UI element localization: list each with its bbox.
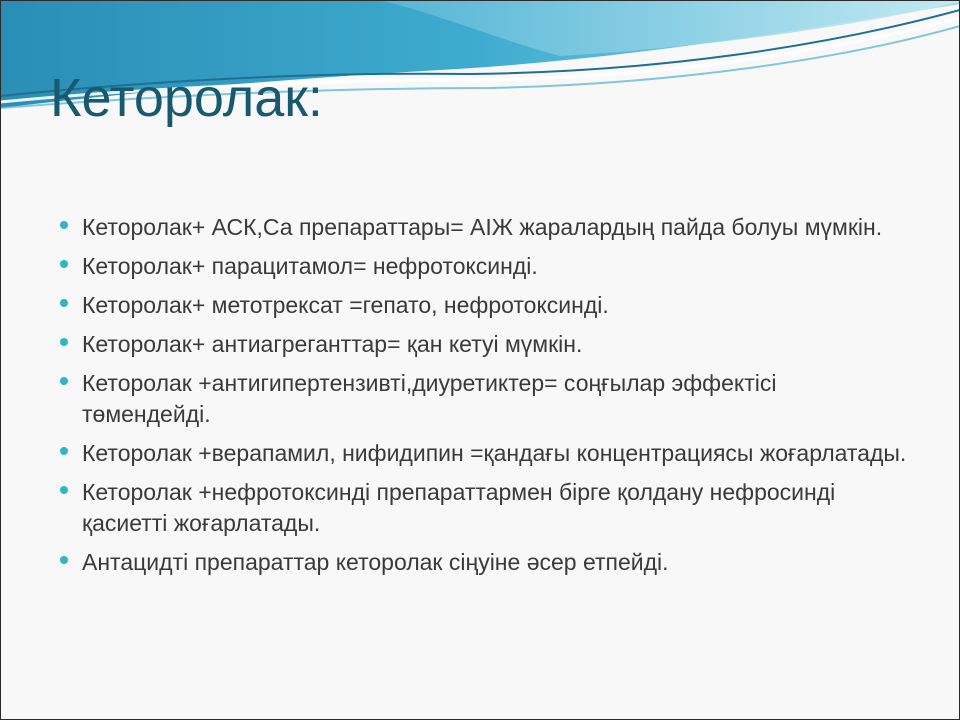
bullet-item (60, 477, 910, 539)
bullet-text: Кеторолак +антигипертензивті,диуретиктер= соңғылар эффектісі төмендейді. (82, 370, 777, 427)
round-bullet-icon (60, 221, 68, 229)
bullet-item (60, 251, 910, 282)
round-bullet-icon (60, 260, 68, 268)
bullet-text: Кеторолак +верапамил, нифидипин =қандағы концентрациясы жоғарлатады. (82, 440, 907, 466)
bullet-text: Кеторолак+ антиагреганттар= қан кетуі мүмкін. (82, 331, 583, 357)
bullet-item (60, 329, 910, 360)
slide-title: Кеторолак: (50, 68, 323, 128)
round-bullet-icon (60, 377, 68, 385)
bullet-item (60, 438, 910, 469)
bullet-item (60, 547, 910, 578)
round-bullet-icon (60, 338, 68, 346)
bullet-text: Кеторолак +нефротоксинді препараттармен бірге қолдану нефросинді қасиетті жоғарлатады. (82, 479, 836, 536)
bullet-text: Кеторолак+ парацитамол= нефротоксинді. (82, 253, 538, 279)
bullet-list (60, 212, 910, 586)
bullet-item (60, 368, 910, 430)
bullet-text: Кеторолак+ метотрексат =гепато, нефротоксинді. (82, 292, 609, 318)
bullet-text: Кеторолак+ АСК,Са препараттары= АІЖ жаралардың пайда болуы мүмкін. (82, 214, 883, 240)
round-bullet-icon (60, 556, 68, 564)
bullet-item (60, 290, 910, 321)
bullet-text: Антацидті препараттар кеторолак сіңуіне әсер етпейді. (82, 549, 669, 575)
bullet-item (60, 212, 910, 243)
round-bullet-icon (60, 299, 68, 307)
round-bullet-icon (60, 447, 68, 455)
round-bullet-icon (60, 486, 68, 494)
